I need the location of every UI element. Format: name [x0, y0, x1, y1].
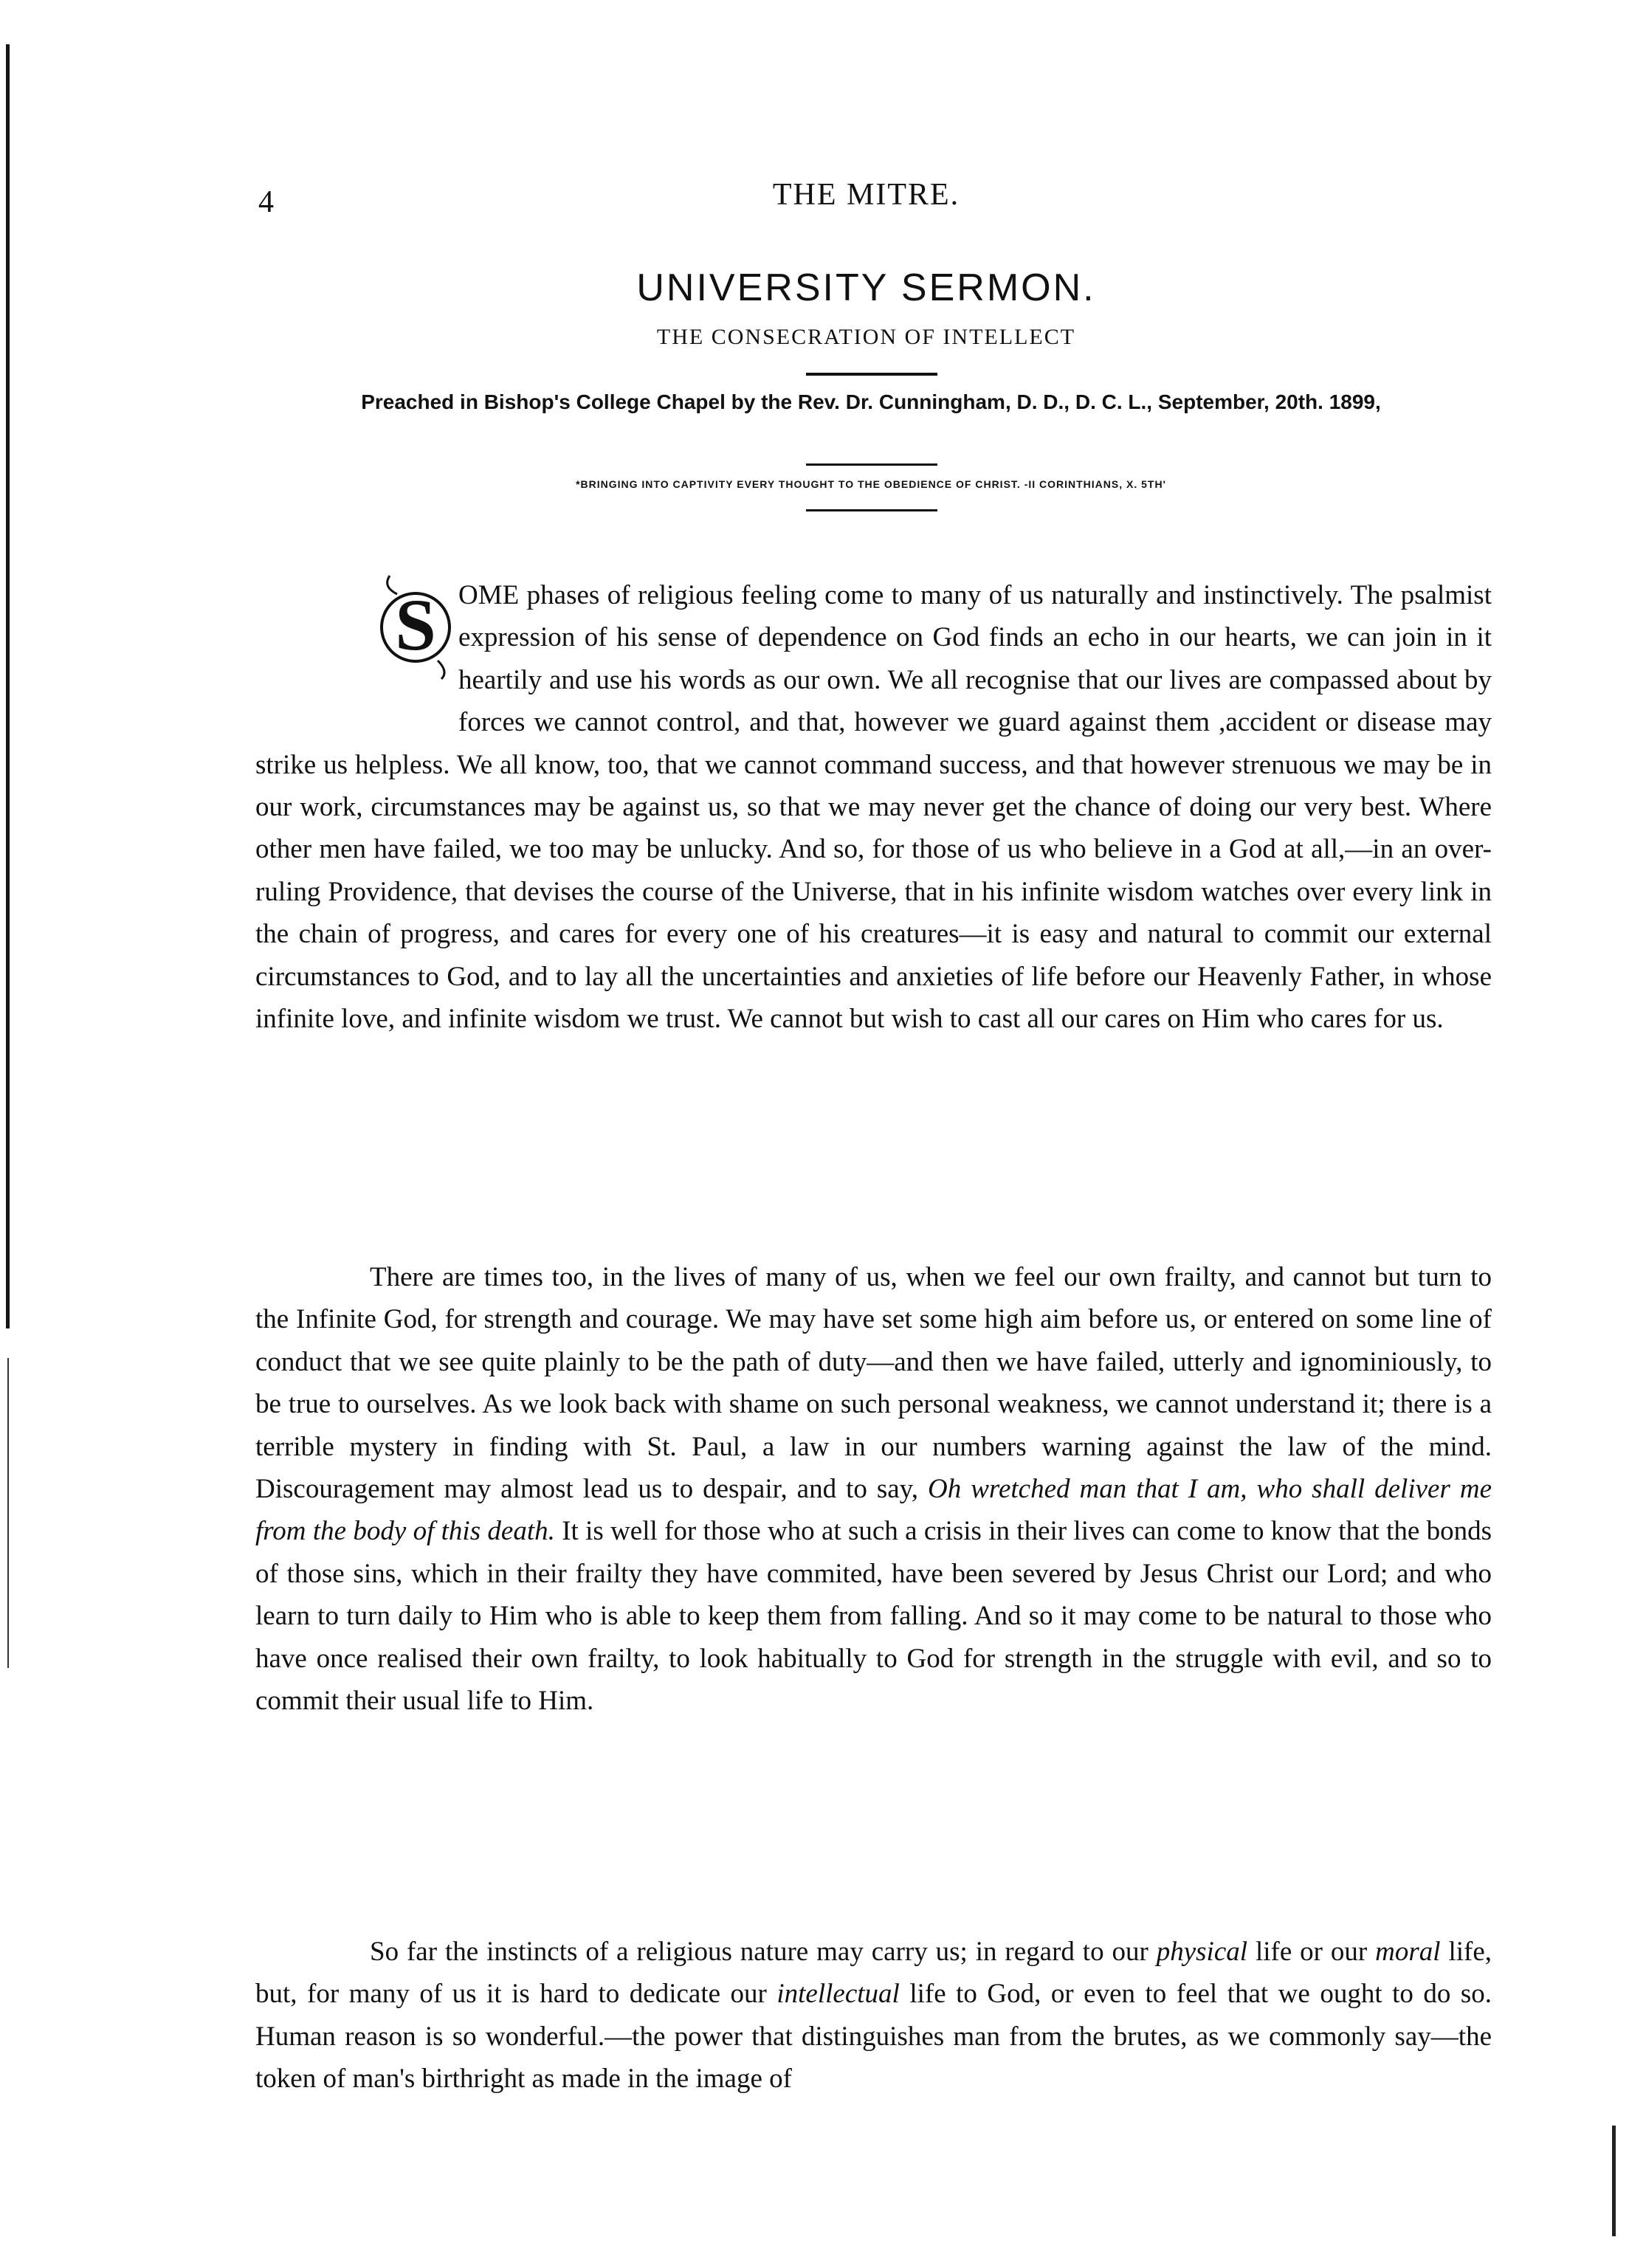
- paragraph-3-text-d: life to God, or even to feel that we ought to do so. Human reason is so wonderful.—the power that distinguishes man from the brutes, as we commonly say—the token of man's birthright as made in the image of: [255, 1979, 1492, 2095]
- paragraph-1-text: OME phases of religious feeling come to many of us naturally and instinctively. The psalmist expression of his sense of dependence on God finds an echo in our hearts, we can join in it heartily and use his words as our own. We all recognise that our lives are compassed about by forces we cannot control, and that, however we guard against them ,accident or disease may strike us helpless. We all know, too, that we cannot command success, and that however strenuous we may be in our work, circumstances may be against us, so that we may never get the chance of doing our very best. Where other men have failed, we too may be unlucky. And so, for those of us who believe in a God at all,—in an over-ruling Providence, that devises the course of the Universe, that in his infinite wisdom watches over every link in the chain of progress, and cares for every one of his creatures—it is easy and natural to commit our external circumstances to God, and to lay all the uncertainties and anxieties of life before our Heavenly Father, in whose infinite love, and infinite wisdom we trust. We cannot but wish to cast all our cares on Him who cares for us.: [255, 580, 1492, 1035]
- drop-cap-letter: S: [395, 584, 436, 666]
- paragraph-3-intellectual: intellectual: [776, 1979, 900, 2010]
- paragraph-3-moral: moral: [1375, 1937, 1441, 1967]
- divider-rule: [806, 463, 937, 466]
- article-title: UNIVERSITY SERMON.: [636, 266, 1096, 309]
- paragraph-3-text-a: So far the instincts of a religious nature may carry us; in regard to our: [370, 1937, 1148, 1967]
- paragraph-3: [255, 1931, 1492, 2100]
- paragraph-3-physical: physical: [1156, 1937, 1248, 1967]
- running-title: THE MITRE.: [772, 178, 960, 212]
- paragraph-2-quote: Oh wretched man that I am, who shall deliver me from the body of this death.: [255, 1474, 1492, 1547]
- divider-rule: [806, 509, 937, 511]
- paragraph-2-text-a: There are times too, in the lives of many of us, when we feel our own frailty, and cannot but turn to the Infinite God, for strength and courage. We may have set some high aim before us, or entered on some line of conduct that we see quite plainly to be the path of duty—and then we have failed, utterly and ignominiously, to be true to ourselves. As we look back with shame on such personal weakness, we cannot understand it; there is a terrible mystery in finding with St. Paul, a law in our numbers warning against the law of the mind. Discouragement may almost lead us to despair, and to say,: [255, 1262, 1492, 1505]
- scripture-epigraph: *BRINGING INTO CAPTIVITY EVERY THOUGHT TO THE OBEDIENCE OF CHRIST. -II CORINTHIANS, X. 5TH': [576, 478, 1166, 490]
- paragraph-3-text-b: life or our: [1255, 1937, 1368, 1967]
- page-number: 4: [258, 185, 274, 219]
- drop-cap-space: [255, 574, 458, 740]
- scan-binding-edge-lower: [7, 1358, 9, 1668]
- paragraph-3-text-c: life, but, for many of us it is hard to dedicate our: [255, 1937, 1492, 2010]
- preached-byline: Preached in Bishop's College Chapel by the Rev. Dr. Cunningham, D. D., D. C. L., September, 20th. 1899,: [361, 390, 1381, 413]
- scan-binding-edge: [6, 44, 10, 1328]
- paragraph-1: [255, 574, 1492, 1040]
- scan-right-edge: [1612, 2126, 1616, 2236]
- paragraph-2: [255, 1256, 1492, 1722]
- paragraph-2-text-b: It is well for those who at such a crisis in their lives can come to know that the bonds of those sins, which in their frailty they have commited, have been severed by Jesus Christ our Lord; and who learn to turn daily to Him who is able to keep them from falling. And so it may come to be natural to those who have once realised their own frailty, to look habitually to God for strength in the struggle with evil, and so to commit their usual life to Him.: [255, 1516, 1492, 1717]
- divider-rule: [806, 373, 937, 376]
- article-subtitle: THE CONSECRATION OF INTELLECT: [656, 325, 1076, 349]
